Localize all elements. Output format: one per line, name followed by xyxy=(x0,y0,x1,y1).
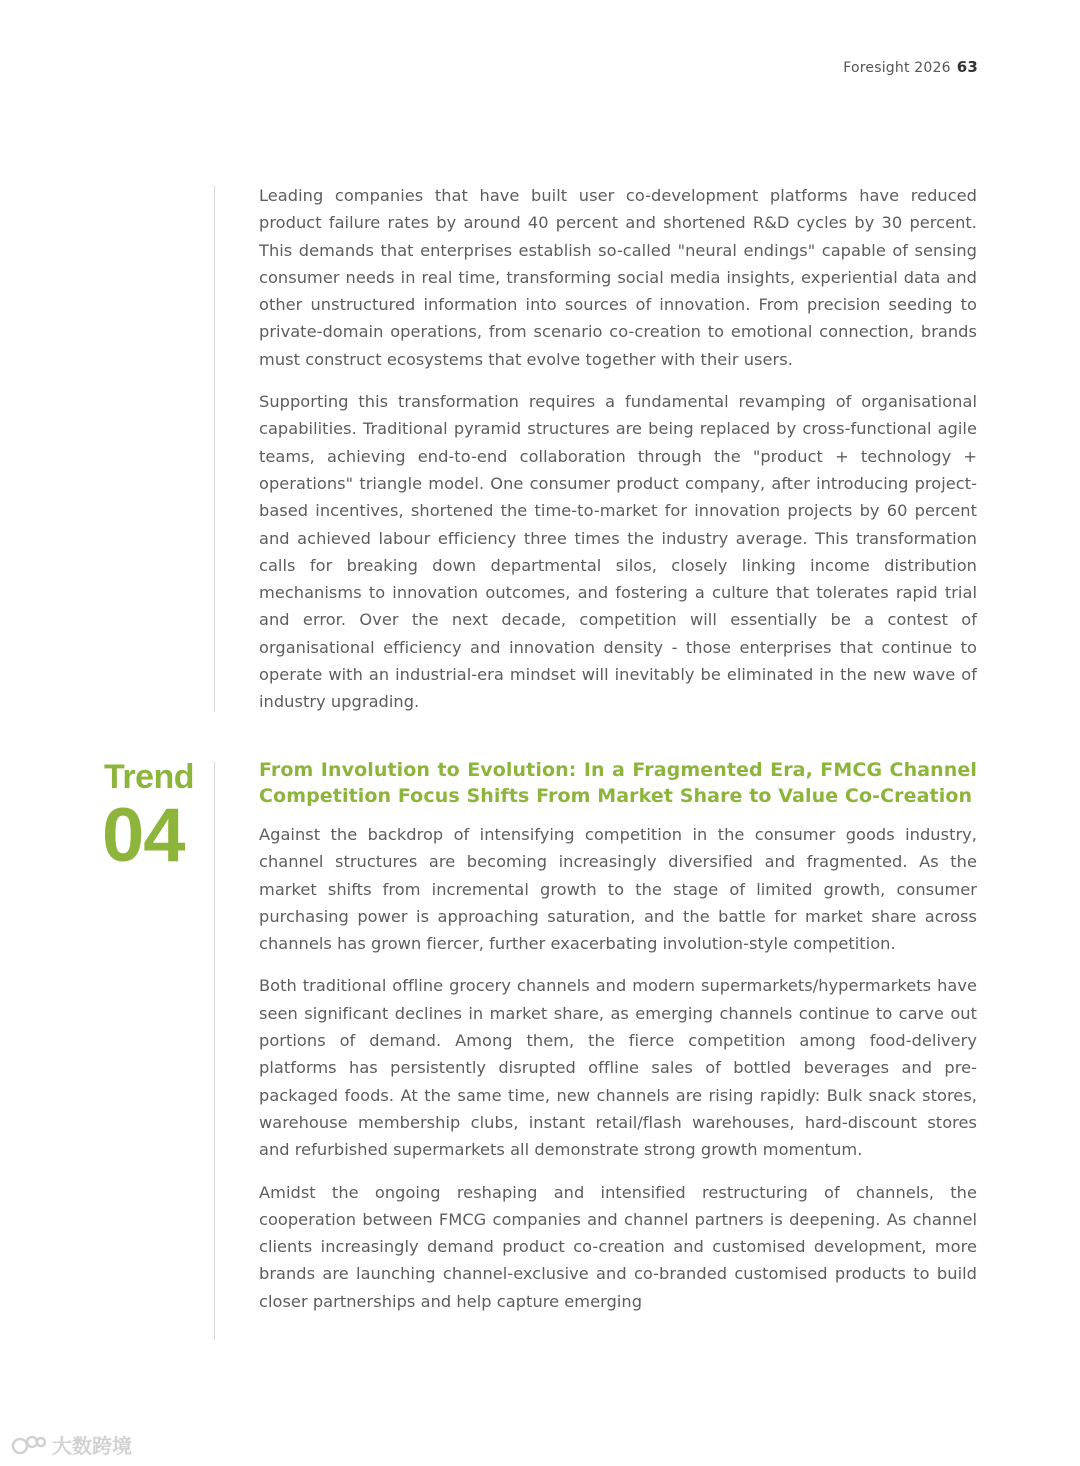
vertical-divider-bottom xyxy=(214,762,215,1340)
body-section-1 xyxy=(259,182,977,731)
watermark-text: 大数跨境 xyxy=(52,1434,132,1458)
page-header xyxy=(843,58,978,76)
page-number: 63 xyxy=(956,58,978,76)
publication-title: Foresight 2026 xyxy=(843,60,951,76)
paragraph: Amidst the ongoing reshaping and intensified restructuring of channels, the cooperation between FMCG companies and channel partners is deepening. As channel clients increasingly demand product co-creation and customised development, more brands are launching channel-exclusive and co-branded customised products to build closer partnerships and help capture emerging xyxy=(259,1182,977,1311)
trend-title: From Involution to Evolution: In a Fragmented Era, FMCG Channel Competition Focus Shifts From Market Share to Value Co-Creation xyxy=(259,759,977,807)
trend-number: 04 xyxy=(102,793,185,878)
trend-section xyxy=(259,758,977,1330)
trend-label: Trend xyxy=(104,758,195,796)
paragraph: Supporting this transformation requires a fundamental revamping of organisational capabilities. Traditional pyramid structures are being replaced by cross-functional agile teams, achieving end-to-end collaboration through the "product + technology + operations" triangle model. One consumer product company, after introducing project-based incentives, shortened the time-to-market for innovation projects by 60 percent and achieved labour efficiency three times the industry average. This transformation calls for breaking down departmental silos, closely linking income distribution mechanisms to innovation outcomes, and fostering a culture that tolerates rapid trial and error. Over the next decade, competition will essentially be a contest of organisational efficiency and innovation density - those enterprises that continue to operate with an industrial-era mindset will inevitably be eliminated in the new wave of industry upgrading. xyxy=(259,392,977,712)
paragraph: Both traditional offline grocery channels and modern supermarkets/hypermarkets have seen significant declines in market share, as emerging channels continue to carve out portions of demand. Among them, the fierce competition among food-delivery platforms has persistently disrupted offline sales of bottled beverages and pre-packaged foods. At the same time, new channels are rising rapidly: Bulk snack stores, warehouse membership clubs, instant retail/flash warehouses, hard-discount stores and refurbished supermarkets all demonstrate strong growth momentum. xyxy=(259,976,977,1160)
paragraph: Against the backdrop of intensifying competition in the consumer goods industry, channel structures are becoming increasingly diversified and fragmented. As the market shifts from incremental growth to the stage of limited growth, consumer purchasing power is approaching saturation, and the battle for market share across channels has grown fiercer, further exacerbating involution-style competition. xyxy=(259,825,977,954)
vertical-divider-top xyxy=(214,186,215,712)
paragraph: Leading companies that have built user co-development platforms have reduced product failure rates by around 40 percent and shortened R&D cycles by 30 percent. This demands that enterprises establish so-called "neural endings" capable of sensing consumer needs in real time, transforming social media insights, experiential data and other unstructured information into sources of innovation. From precision seeding to private-domain operations, from scenario co-creation to emotional connection, brands must construct ecosystems that evolve together with their users. xyxy=(259,186,977,369)
watermark xyxy=(10,1430,132,1459)
logo-mark-icon xyxy=(10,1433,46,1457)
